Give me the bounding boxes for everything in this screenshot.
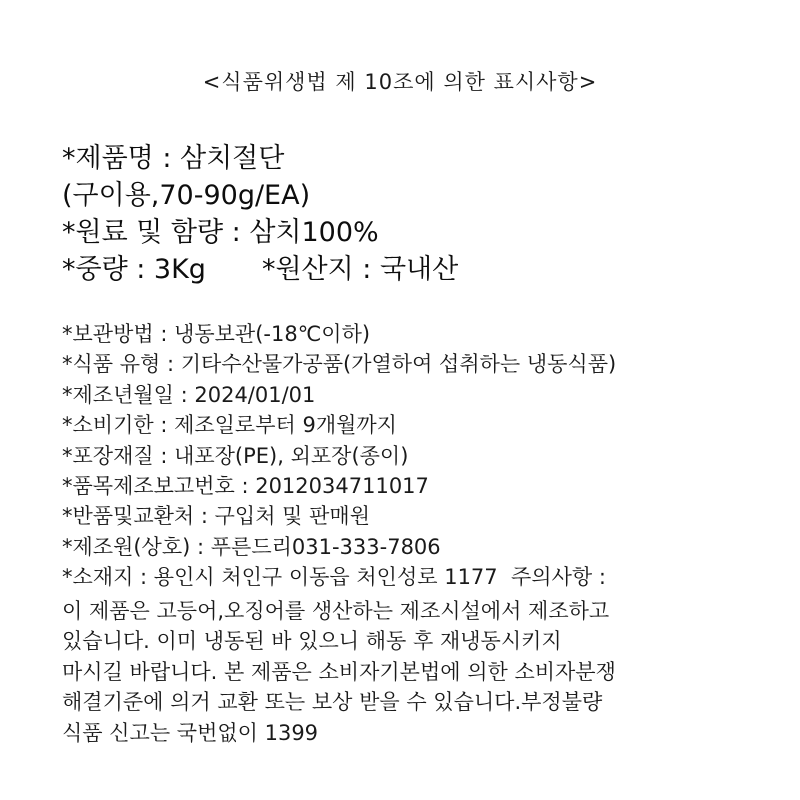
product-ingredients: *원료 및 함량 : 삼치100% <box>62 217 379 248</box>
notice-line: 식품 신고는 국번없이 1399 <box>62 720 319 745</box>
weight-origin-row <box>62 251 458 288</box>
caution-notice <box>62 596 762 748</box>
address-caution-heading: *소재지 : 용인시 처인구 이동읍 처인성로 1177 주의사항 : <box>62 565 606 590</box>
product-origin: *원산지 : 국내산 <box>261 254 459 285</box>
storage-method: *보관방법 : 냉동보관(-18℃이하) <box>62 322 371 346</box>
product-name: *제품명 : 삼치절단 <box>62 143 285 174</box>
detail-list <box>62 319 616 593</box>
main-info <box>62 140 458 288</box>
product-weight: *중량 : 3Kg <box>62 254 206 285</box>
label-title: <식품위생법 제 10조에 의한 표시사항> <box>202 70 598 94</box>
product-usage: (구이용,70-90g/EA) <box>62 180 311 211</box>
notice-line: 마시길 바랍니다. 본 제품은 소비자기본법에 의한 소비자분쟁 <box>62 659 616 684</box>
notice-line: 해결기준에 의거 교환 또는 보상 받을 수 있습니다.부정불량 <box>62 690 603 715</box>
return-exchange: *반품및교환처 : 구입처 및 판매원 <box>62 504 370 529</box>
report-number: *품목제조보고번호 : 2012034711017 <box>62 473 429 498</box>
manufacturer: *제조원(상호) : 푸른드리031-333-7806 <box>62 534 441 559</box>
notice-line: 이 제품은 고등어,오징어를 생산하는 제조시설에서 제조하고 <box>62 599 610 623</box>
food-type: *식품 유형 : 기타수산물가공품(가열하여 섭취하는 냉동식품) <box>62 352 617 377</box>
manufacture-date: *제조년월일 : 2024/01/01 <box>62 382 316 407</box>
notice-line: 있습니다. 이미 냉동된 바 있으니 해동 후 재냉동시키지 <box>62 629 562 654</box>
packaging-material: *포장재질 : 내포장(PE), 외포장(종이) <box>62 443 409 468</box>
expiry-period: *소비기한 : 제조일로부터 9개월까지 <box>62 413 397 438</box>
